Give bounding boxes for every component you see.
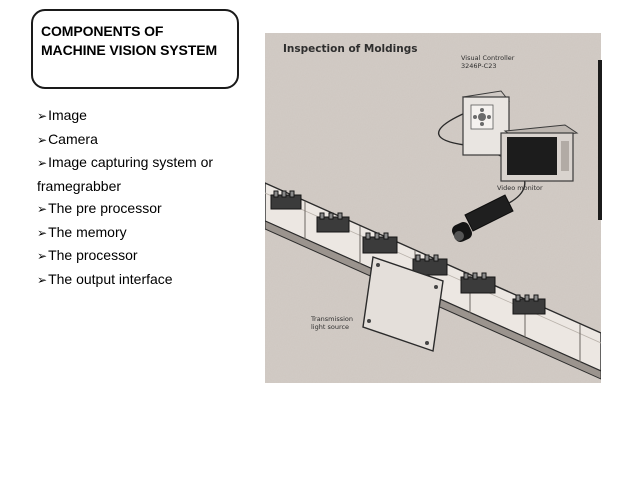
arrow-bullet-icon: ➢ bbox=[37, 272, 48, 287]
arrow-bullet-icon: ➢ bbox=[37, 202, 48, 216]
bullet-text: Image bbox=[48, 107, 87, 123]
controller-label-line1: Visual Controller bbox=[461, 54, 515, 62]
monitor-label: Video monitor bbox=[497, 184, 543, 192]
inspection-figure bbox=[265, 33, 601, 383]
light-source-label-line1: Transmission bbox=[311, 315, 353, 323]
figure-heading: Inspection of Moldings bbox=[283, 43, 418, 55]
arrow-bullet-icon: ➢ bbox=[37, 156, 48, 170]
bullet-list bbox=[37, 104, 242, 291]
bullet-item-framegrabber bbox=[37, 151, 242, 197]
bullet-text: Image capturing system or framegrabber bbox=[37, 154, 214, 194]
arrow-bullet-icon: ➢ bbox=[37, 225, 48, 240]
bullet-text: The output interface bbox=[48, 270, 173, 287]
bullet-item-output-interface bbox=[37, 268, 242, 292]
bullet-item-image bbox=[37, 104, 242, 128]
bullet-text: The pre processor bbox=[48, 200, 162, 216]
arrow-bullet-icon: ➢ bbox=[37, 249, 48, 263]
arrow-bullet-icon: ➢ bbox=[37, 132, 48, 147]
bullet-text: The memory bbox=[48, 223, 127, 240]
title-box bbox=[31, 9, 239, 89]
photo-edge-shadow bbox=[598, 60, 602, 220]
bullet-text: The processor bbox=[48, 247, 138, 263]
bullet-item-camera bbox=[37, 128, 242, 152]
video-monitor bbox=[501, 125, 577, 181]
light-source-label-line2: light source bbox=[311, 323, 350, 331]
slide-title: COMPONENTS OF MACHINE VISION SYSTEM bbox=[41, 23, 218, 58]
bullet-text: Camera bbox=[48, 130, 98, 147]
inspection-illustration bbox=[265, 33, 601, 383]
bullet-item-processor bbox=[37, 244, 242, 268]
arrow-bullet-icon: ➢ bbox=[37, 109, 48, 123]
bullet-item-memory bbox=[37, 221, 242, 245]
bullet-item-preprocessor bbox=[37, 197, 242, 221]
controller-label-line2: 3246P-C23 bbox=[461, 62, 497, 70]
